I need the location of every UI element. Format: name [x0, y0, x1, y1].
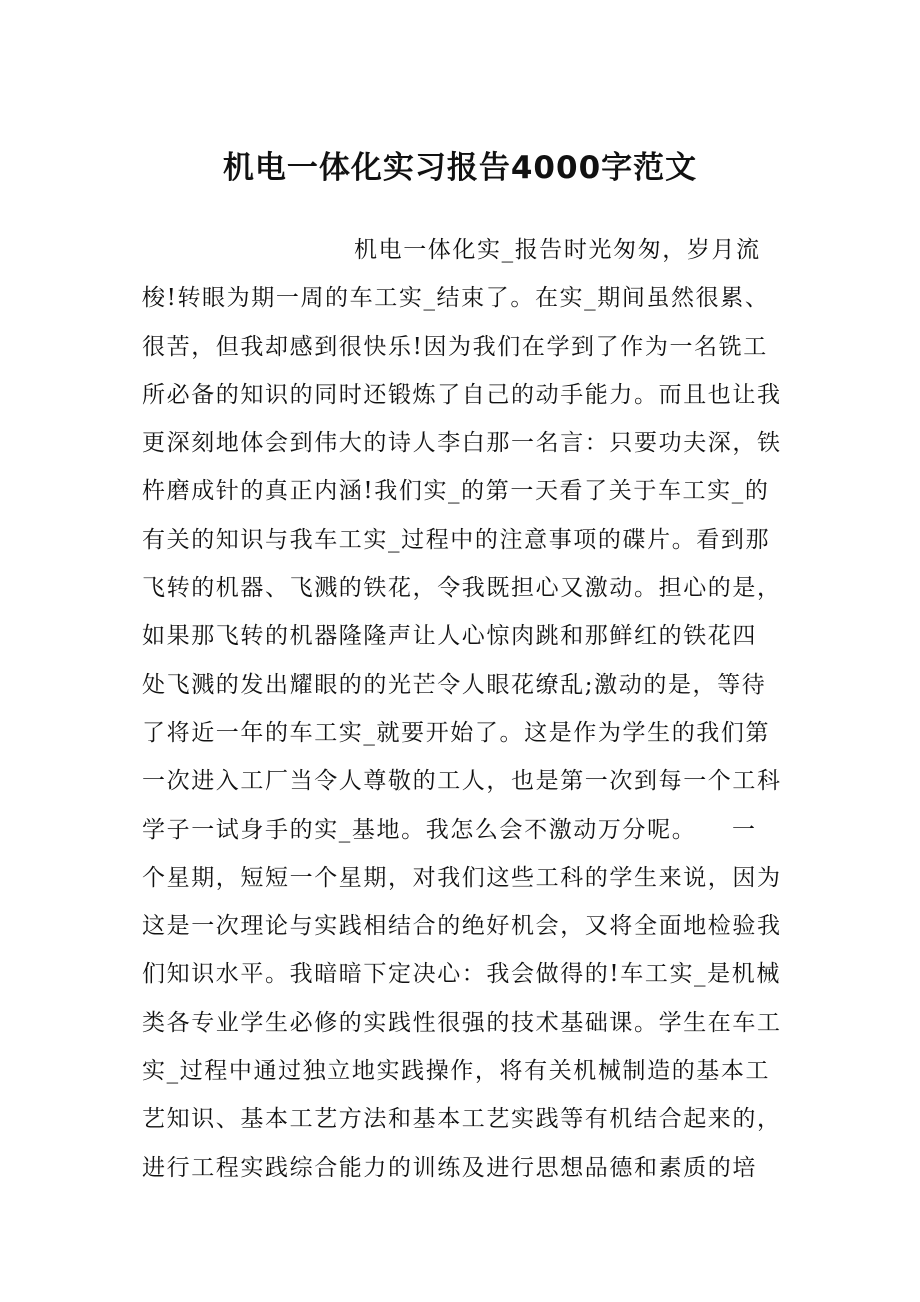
body-line: 如果那飞转的机器隆隆声让人心惊肉跳和那鲜红的铁花四: [142, 623, 757, 650]
body-line: 所必备的知识的同时还锻炼了自己的动手能力。而且也让我: [142, 381, 782, 408]
body-line: 很苦，但我却感到很快乐!因为我们在学到了作为一名铣工: [142, 333, 768, 360]
body-line: 学子一试身手的实_基地。我怎么会不激动万分呢。 一: [142, 816, 757, 843]
body-line: 实_过程中通过独立地实践操作，将有关机械制造的基本工: [142, 1058, 771, 1085]
body-line: 有关的知识与我车工实_过程中的注意事项的碟片。看到那: [142, 526, 771, 553]
body-line: 梭!转眼为期一周的车工实_结束了。在实_期间虽然很累、: [142, 285, 770, 312]
document-title: 机电一体化实习报告4000字范文: [222, 150, 698, 186]
body-line: 进行工程实践综合能力的训练及进行思想品德和素质的培: [142, 1154, 757, 1181]
body-line: 处飞溅的发出耀眼的的光芒令人眼花缭乱;激动的是，等待: [142, 671, 767, 698]
body-line: 类各专业学生必修的实践性很强的技术基础课。学生在车工: [142, 1009, 782, 1036]
body-line: 个星期，短短一个星期，对我们这些工科的学生来说，因为: [142, 864, 782, 891]
body-line: 更深刻地体会到伟大的诗人李白那一名言：只要功夫深，铁: [142, 430, 782, 457]
body-line: 机电一体化实_报告时光匆匆，岁月流: [354, 237, 761, 263]
document-body: [142, 226, 792, 1192]
body-line: 这是一次理论与实践相结合的绝好机会，又将全面地检验我: [142, 913, 782, 940]
body-line: 一次进入工厂当令人尊敬的工人，也是第一次到每一个工科: [142, 768, 782, 795]
body-line: 飞转的机器、飞溅的铁花，令我既担心又激动。担心的是，: [142, 575, 782, 602]
body-line: 杵磨成针的真正内涵!我们实_的第一天看了关于车工实_的: [142, 478, 770, 505]
body-line: 们知识水平。我暗暗下定决心：我会做得的!车工实_是机械: [142, 961, 781, 988]
body-line: 艺知识、基本工艺方法和基本工艺实践等有机结合起来的，: [142, 1106, 782, 1133]
body-line: 了将近一年的车工实_就要开始了。这是作为学生的我们第: [142, 719, 771, 746]
